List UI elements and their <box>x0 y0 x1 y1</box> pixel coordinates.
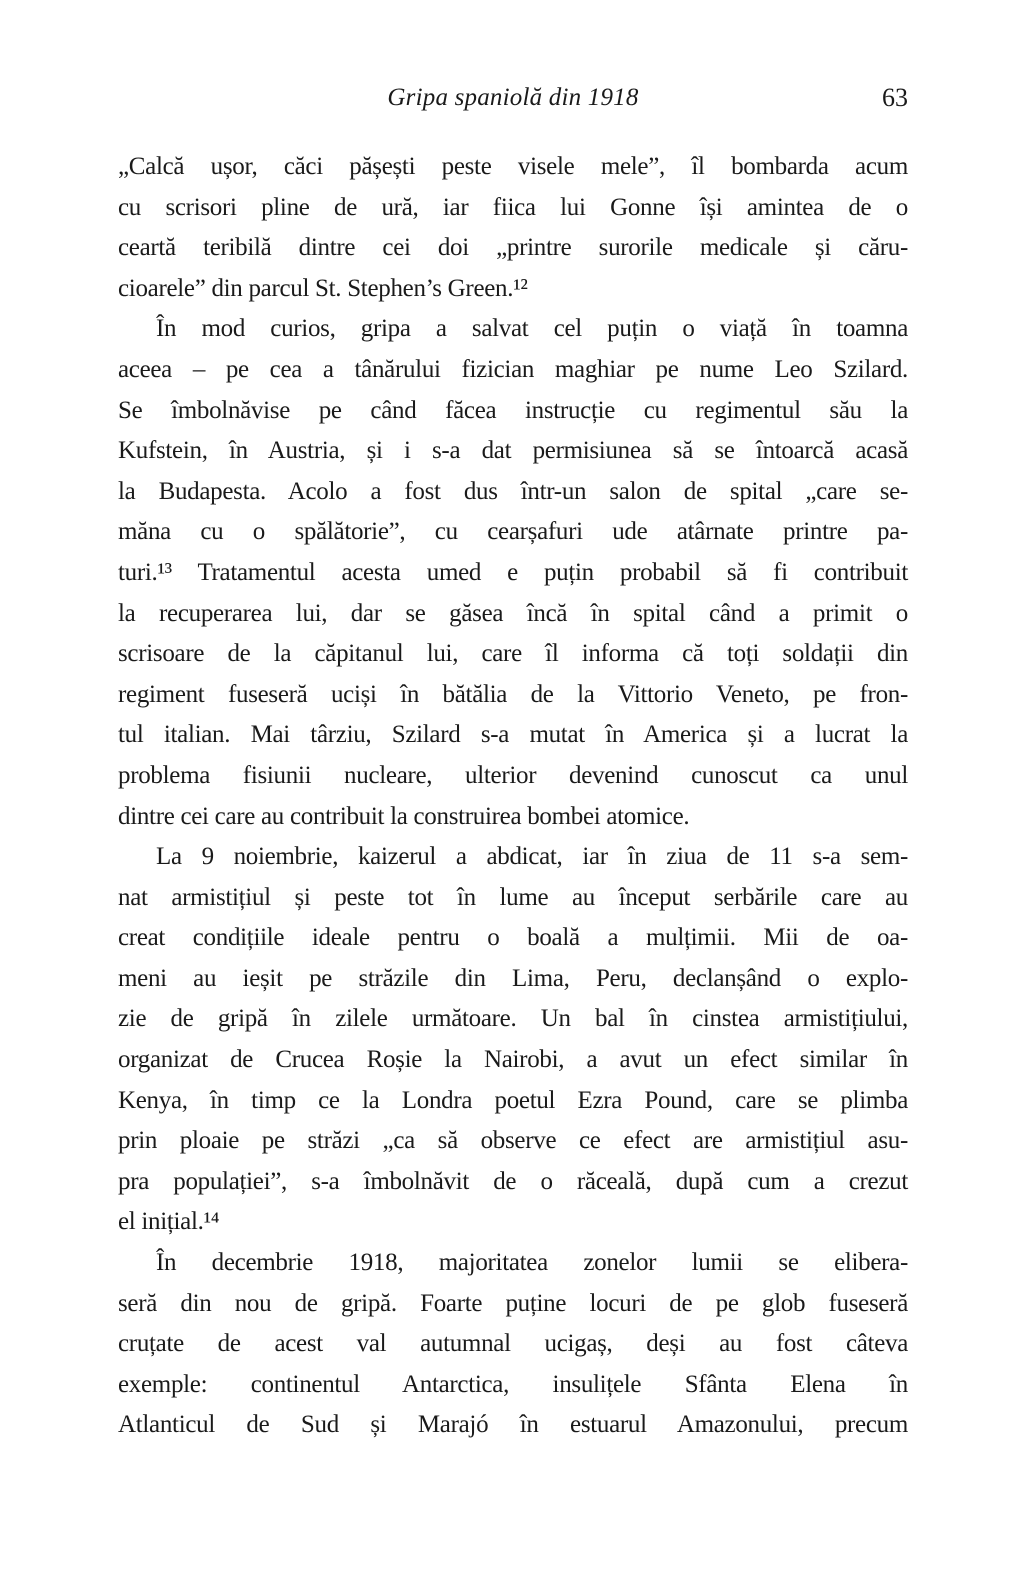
text-line: turi.¹³ Tratamentul acesta umed e puțin probabil să fi contribuit <box>118 558 908 586</box>
paragraph <box>118 1243 908 1446</box>
text-line: la Budapesta. Acolo a fost dus într-un salon de spital „care se- <box>118 477 908 505</box>
text-line: Se îmbolnăvise pe când făcea instrucție cu regimentul său la <box>118 396 908 424</box>
text-line: exemple: continentul Antarctica, insulițele Sfânta Elena în <box>118 1370 908 1398</box>
chapter-title: Gripa spaniolă din 1918 <box>387 84 639 111</box>
text-line: În mod curios, gripa a salvat cel puțin o viață în toamna <box>156 315 908 343</box>
text-line: În decembrie 1918, majoritatea zonelor lumii se elibera- <box>156 1249 908 1277</box>
paragraph <box>118 837 908 1243</box>
text-line: la recuperarea lui, dar se găsea încă în spital când a primit o <box>118 599 908 627</box>
text-line: cruțate de acest val autumnal ucigaș, deși au fost câteva <box>118 1330 908 1358</box>
text-line: „Calcă ușor, căci pășești peste visele mele”, îl bombarda acum <box>118 153 908 180</box>
text-line: dintre cei care au contribuit la construirea bombei atomice. <box>118 802 690 830</box>
text-line: cu scrisori pline de ură, iar fiica lui Gonne își amintea de o <box>118 193 908 221</box>
text-line: măna cu o spălătorie”, cu cearșafuri ude atârnate printre pa- <box>118 518 908 546</box>
body-text <box>118 147 908 1446</box>
running-head <box>118 82 908 114</box>
text-line: problema fisiunii nucleare, ulterior devenind cunoscut ca unul <box>118 761 908 789</box>
text-line: el inițial.¹⁴ <box>118 1208 220 1236</box>
text-line: creat condițiile ideale pentru o boală a mulțimii. Mii de oa- <box>118 924 908 952</box>
text-line: Kufstein, în Austria, și i s-a dat permisiunea să se întoarcă acasă <box>118 437 908 465</box>
text-line: Atlanticul de Sud și Marajó în estuarul Amazonului, precum <box>118 1411 908 1439</box>
text-line: La 9 noiembrie, kaizerul a abdicat, iar în ziua de 11 s-a sem- <box>156 843 908 871</box>
text-line: cioarele” din parcul St. Stephen’s Green.¹² <box>118 274 528 302</box>
text-line: prin ploaie pe străzi „ca să observe ce efect are armistițiul asu- <box>118 1127 908 1155</box>
text-line: Kenya, în timp ce la Londra poetul Ezra Pound, care se plimba <box>118 1086 908 1114</box>
text-line: aceea – pe cea a tânărului fizician maghiar pe nume Leo Szilard. <box>118 355 908 383</box>
text-line: seră din nou de gripă. Foarte puține locuri de pe glob fuseseră <box>118 1289 908 1317</box>
text-line: ceartă teribilă dintre cei doi „printre surorile medicale și căru- <box>118 234 908 262</box>
text-line: tul italian. Mai târziu, Szilard s-a mutat în America și a lucrat la <box>118 721 908 749</box>
text-line: zie de gripă în zilele următoare. Un bal în cinstea armistițiului, <box>118 1005 908 1033</box>
text-line: pra populației”, s-a îmbolnăvit de o răceală, după cum a crezut <box>118 1167 908 1195</box>
text-line: scrisoare de la căpitanul lui, care îl informa că toți soldații din <box>118 640 908 668</box>
text-line: nat armistițiul și peste tot în lume au început serbările care au <box>118 883 908 911</box>
text-line: meni au ieșit pe străzile din Lima, Peru, declanșând o explo- <box>118 964 908 992</box>
text-line: organizat de Crucea Roșie la Nairobi, a avut un efect similar în <box>118 1046 908 1074</box>
page-number: 63 <box>882 83 908 112</box>
paragraph <box>118 147 908 309</box>
paragraph <box>118 309 908 837</box>
text-line: regiment fuseseră uciși în bătălia de la Vittorio Veneto, pe fron- <box>118 680 908 708</box>
